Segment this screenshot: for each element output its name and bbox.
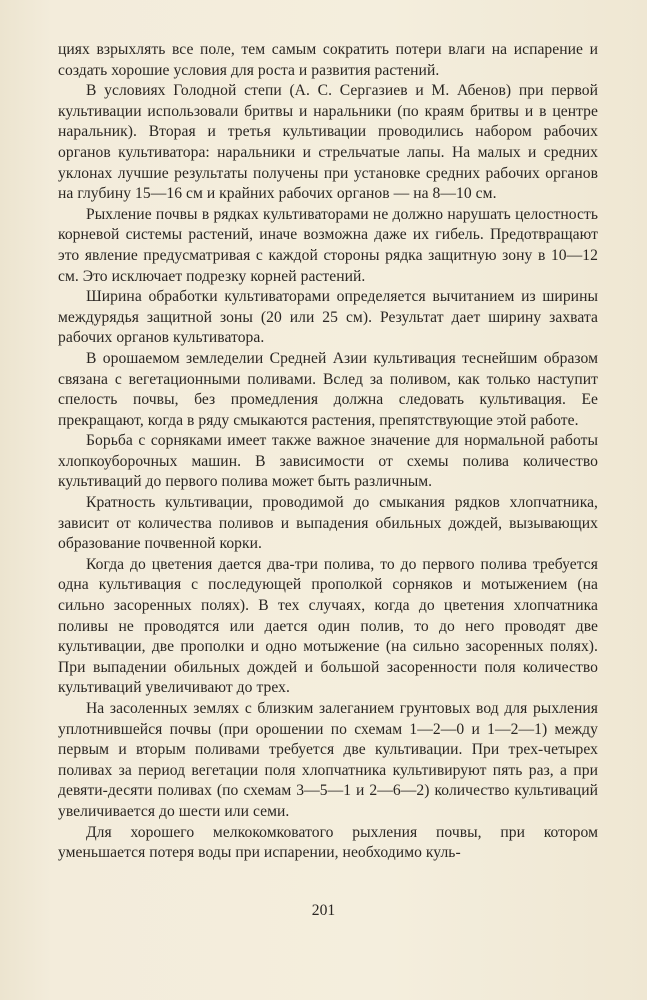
- paragraph: Кратность культивации, проводимой до смыкания рядков хлопчатника, зависит от количества поливов и выпадения обильных дождей, вызывающих образование почвенной корки.: [58, 494, 598, 553]
- paragraph: Борьба с сорняками имеет также важное значение для нормальной работы хлопкоуборочных машин. В зависимости от схемы полива количество культиваций до первого полива может быть различным.: [58, 432, 598, 491]
- paragraph: Когда до цветения дается два-три полива, то до первого полива требуется одна культивация с последующей прополкой сорняков и мотыжением (на сильно засоренных полях). В тех случаях, когда до цветения хлопчатника поливы не проводятся или дается один полив, то до него проводят две культивации, две прополки и одно мотыжение (на сильно засоренных полях). При выпадении обильных дождей и большой засоренности поля количество культиваций увеличивают до трех.: [58, 555, 598, 697]
- paragraph: В условиях Голодной степи (А. С. Сергазиев и М. Абенов) при первой культивации использовали бритвы и наральники (по краям бритвы и в центре наральник). Вторая и третья культивации проводились набором рабочих органов культиватора: наральники и стрельчатые лапы. На малых и средних уклонах лучшие результаты получены при установке средних рабочих органов на глубину 15—16 см и крайних рабочих органов — на 8—10 см.: [58, 82, 598, 203]
- paragraph: Ширина обработки культиваторами определяется вычитанием из ширины междурядья защитной зоны (20 или 25 см). Результат дает ширину захвата рабочих органов культиватора.: [58, 288, 598, 347]
- paragraph-continuation: циях взрыхлять все поле, тем самым сократить потери влаги на испарение и создать хорошие условия для роста и развития растений.: [58, 41, 598, 79]
- paragraph: Для хорошего мелкокомковатого рыхления почвы, при котором уменьшается потеря воды при испарении, необходимо куль-: [58, 823, 598, 862]
- page-number: 201: [311, 902, 336, 919]
- paragraph: На засоленных землях с близким залеганием грунтовых вод для рыхления уплотнившейся почвы (при орошении по схемам 1—2—0 и 1—2—1) между первым и вторым поливами требуется две культивации. При трех-четырех поливах за период вегетации поля хлопчатника культивируют пять раз, а при девяти-десяти поливах (по схемам 3—5—1 и 2—6—2) количество культиваций увеличивается до шести или семи.: [58, 700, 598, 820]
- paragraph: В орошаемом земледелии Средней Азии культивация теснейшим образом связана с вегетационными поливами. Вслед за поливом, как только наступит спелость почвы, без промедления должна следовать культивация. Ее прекращают, когда в ряду смыкаются растения, препятствующие этой работе.: [58, 349, 598, 429]
- body-text: [58, 40, 598, 864]
- paragraph: Рыхление почвы в рядках культиваторами не должно нарушать целостность корневой системы растений, иначе возможна даже их гибель. Предотвращают это явление предусматривая с каждой стороны рядка защитную зону в 10—12 см. Это исключает подрезку корней растений.: [58, 205, 598, 285]
